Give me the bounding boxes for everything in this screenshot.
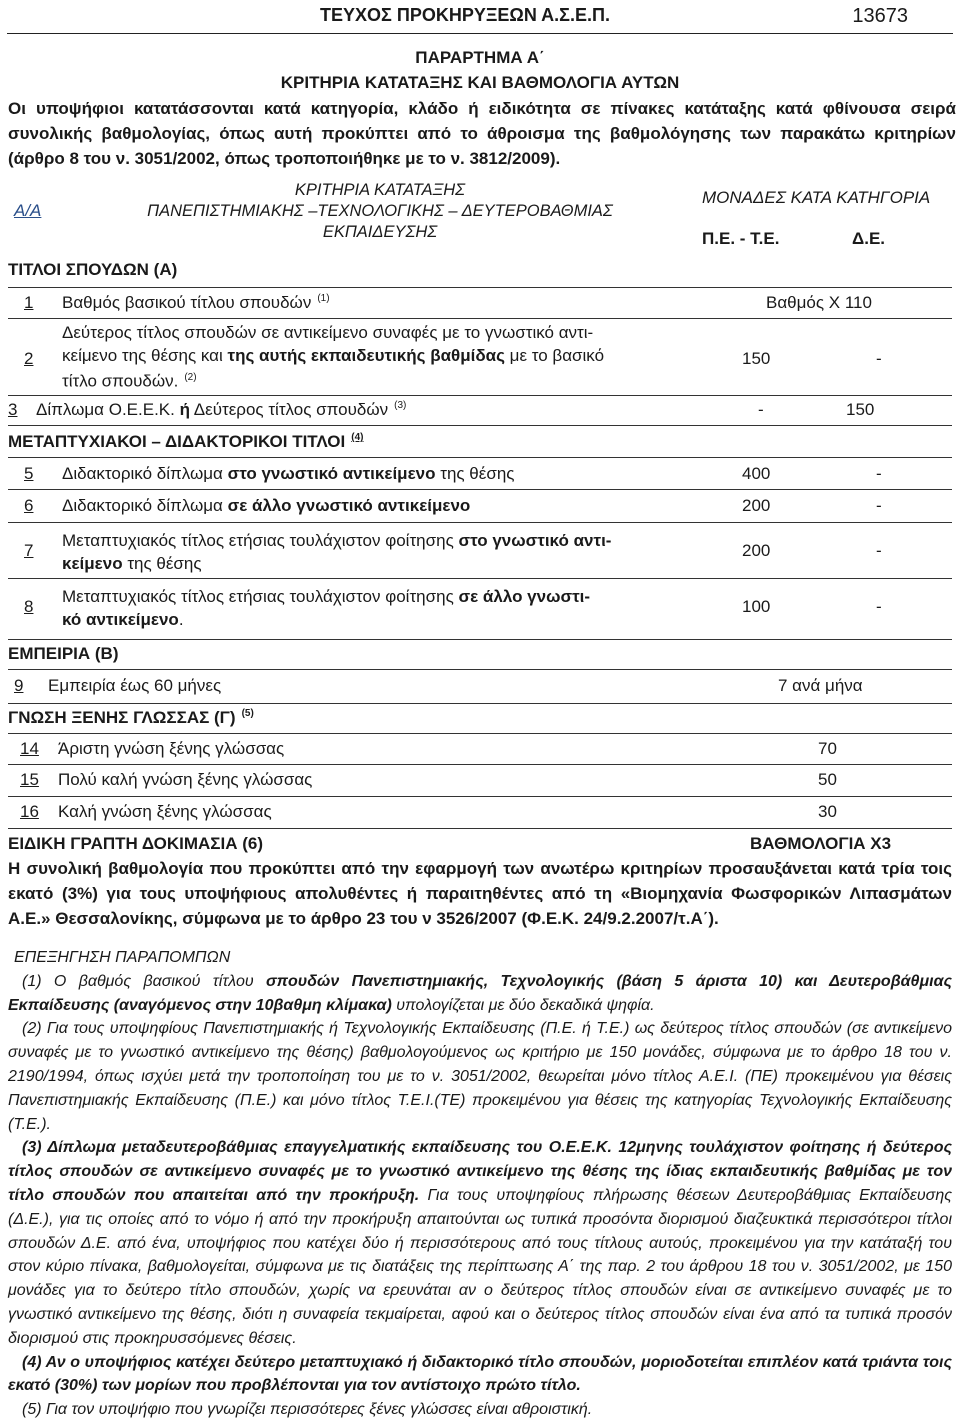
note-3-a: (3) Δίπλωμα μεταδευτεροβάθμιας επαγγελματικής εκπαίδευσης του Ο.Ε.Ε.Κ. 12μηνης τουλάχιστον φοίτησης ή δεύτερος τίτλος σπουδών σε αντικείμενο συναφές με το γνωστικό αντικείμενο της θέσης της ίδιας εκπαιδευτικής βαθμίδας με τον τίτλο σπουδών που απαιτείται από την προκήρυξη. (8, 1139, 952, 1204)
note-4: (4) Αν ο υποψήφιος κατέχει δεύτερο μεταπτυχιακό ή διδακτορικό τίτλο σπουδών, μοριοδοτείται επιπλέον κατά τριάντα τοις εκατό (30%) των μορίων που προβλέπονται για τον αντίστοιχο πρώτο τίτλο. (8, 1353, 952, 1395)
row-5-a: Διδακτορικό δίπλωμα (62, 464, 228, 483)
row-5-b: στο γνωστικό αντικείμενο (227, 464, 436, 483)
section-master-label: ΜΕΤΑΠΤΥΧΙΑΚΟΙ – ΔΙΔΑΚΤΟΡΙΚΟΙ ΤΙΤΛΟΙ (8, 432, 346, 451)
page-header (0, 3, 960, 29)
summary-paragraph: Η συνολική βαθμολογία που προκύπτει από την εφαρμογή των ανωτέρω κριτηρίων προσαυξάνεται κατά τρία τοις εκατό (3%) για τους υποψήφιους απολυθέντες ή παραιτηθέντες από τη «Βιομηχανία Φωσφορικών Λιπασμάτων Α.Ε.» Θεσσαλονίκης, σύμφωνα με το άρθρο 23 του ν 3526/2007 (Φ.Ε.Κ. 24/9.2.2007/τ.Α΄). (8, 859, 952, 928)
row-num-2: 2 (24, 349, 34, 368)
row-7-line2 (62, 552, 702, 575)
row-2-sup: (2) (184, 372, 197, 383)
section-language-sup: (5) (241, 708, 254, 720)
row-1-sup: (1) (317, 293, 330, 305)
row-3-desc (36, 400, 406, 420)
row-2-line1: Δεύτερος τίτλος σπουδών σε αντικείμενο συναφές με το γνωστικό αντι- (62, 323, 594, 342)
row-2-de: - (876, 349, 882, 368)
rule (8, 522, 952, 523)
annex-intro: Οι υποψήφιοι κατατάσσονται κατά κατηγορία, κλάδο ή ειδικότητα σε πίνακες κατάταξης κατά φθίνουσα σειρά συνολικής βαθμολογίας, όπως αυτή προκύπτει από το άθροισμα της βαθμολόγησης των παρακάτω κριτηρίων (άρθρο 8 του ν. 3051/2002, όπως τροποποιήθηκε με το ν. 3812/2009). (8, 99, 956, 168)
rule (8, 425, 952, 426)
rule (8, 318, 952, 319)
row-num-6: 6 (24, 496, 34, 515)
row-2-pe: 150 (742, 349, 771, 368)
row-7-l1b: στο γνωστικό αντι- (458, 531, 612, 550)
criteria-header-line1: ΚΡΙΤΗΡΙΑ ΚΑΤΑΤΑΞΗΣ (294, 181, 466, 199)
row-3-de: 150 (846, 400, 875, 419)
row-9-text: Εμπειρία έως 60 μήνες (48, 676, 222, 695)
row-2-l3: τίτλο σπουδών. (62, 371, 179, 391)
note-2: (2) Για τους υποψηφίους Πανεπιστημιακής ή Τεχνολογικής Εκπαίδευσης (Π.Ε. ή Τ.Ε.) ως δεύτερος τίτλος σπουδών (σε αντικείμενο συναφές με το γνωστικό αντικείμενο της θέσης) βαθμολογούμενος ως κριτήριο με 150 μονάδες, σύμφωνα με το άρθρο 18 του ν. 2190/1994, όπως ισχύει μετά την τροποποίηση του με το ν. 3051/2002, θεωρείται μόνο τίτλος Α.Ε.Ι. (ΠΕ) προκειμένου για θέσεις Πανεπιστημιακής Εκπαίδευσης (Π.Ε.) και μόνο τίτλος Τ.Ε.Ι.(ΤΕ) προκειμένου για θέσεις της κατηγορίας Τεχνολογικής Εκπαίδευσης (Τ.Ε.). (8, 1020, 952, 1133)
aa-header: Α/Α (14, 201, 42, 220)
row-1-desc (62, 293, 330, 313)
row-3-sup: (3) (394, 400, 407, 412)
row-1-text: Βαθμός βασικού τίτλου σπουδών (62, 293, 312, 312)
note-1 (8, 970, 952, 1018)
col-de: Δ.Ε. (852, 229, 886, 248)
rule (8, 457, 952, 458)
row-8-de: - (876, 597, 882, 616)
row-9-value: 7 ανά μήνα (778, 676, 863, 695)
rule (8, 733, 952, 734)
row-2-line2 (62, 345, 702, 368)
row-num-5: 5 (24, 464, 34, 483)
note-3-b: Για τους υποψηφίους πλήρωσης θέσεων Δευτεροβάθμιας Εκπαίδευσης (Δ.Ε.), για τις οποίες από το νόμο ή από την προκήρυξη απαιτούνται ως τυπικά προσόντα διορισμού διαζευκτικά περισσότεροι τίτλοι σπουδών Δ.Ε. από ένα, υποψήφιος που κατέχει δύο ή περισσότερους από τους τίτλους αυτούς, προκειμένου για την κατάταξή του στον κύριο πίνακα, βαθμολογείται, σύμφωνα με τις διατάξεις της περίπτωσης Α΄ της παρ. 2 του άρθρου 18 του ν. 3051/2002, με 150 μονάδες για το δεύτερο τίτλο σπουδών, χωρίς να ερευνάται αν ο δεύτερος τίτλος σπουδών είναι σε αντικείμενο συναφές με το γνωστικό αντικείμενο της θέσης, διότι η συναφεία τεκμαίρεται, αφού και ο δεύτερος τίτλος σπουδών είναι ένα από τα τυπικά προσόν διορισμού στις προκηρυσσόμενες θέσεις. (8, 1186, 952, 1347)
row-15-text: Πολύ καλή γνώση ξένης γλώσσας (58, 770, 313, 789)
row-2-line3 (62, 367, 702, 393)
row-6-a: Διδακτορικό δίπλωμα (62, 496, 228, 515)
rule (8, 796, 952, 797)
rule (8, 703, 952, 704)
annex-title: ΠΑΡΑΡΤΗΜΑ Α΄ (415, 48, 545, 67)
units-header: ΜΟΝΑΔΕΣ ΚΑΤΑ ΚΑΤΗΓΟΡΙΑ (702, 188, 931, 207)
rule (8, 395, 952, 396)
row-num-14: 14 (20, 739, 39, 758)
section-written-test-value: ΒΑΘΜΟΛΟΓΙΑ Χ3 (750, 834, 892, 853)
row-7-line1 (62, 529, 702, 552)
rule (8, 669, 952, 670)
note-5: (5) Για τον υποψήφιο που γνωρίζει περισσότερες ξένες γλώσσες είναι αθροιστική. (22, 1401, 593, 1419)
header-rule (7, 33, 953, 34)
row-2-desc (62, 322, 702, 393)
row-7-desc (62, 529, 702, 575)
row-8-l2: κό αντικείμενο (62, 610, 179, 629)
rule (8, 578, 952, 579)
row-3-a: Δίπλωμα Ο.Ε.Ε.Κ. (36, 400, 180, 419)
footnotes (8, 946, 952, 1422)
rule (8, 287, 952, 288)
row-14-value: 70 (818, 739, 837, 758)
row-14-text: Άριστη γνώση ξένης γλώσσας (58, 739, 285, 758)
row-6-pe: 200 (742, 496, 771, 515)
row-7-l1a: Μεταπτυχιακός τίτλος ετήσιας τουλάχιστον φοίτησης (62, 531, 459, 550)
criteria-header-line2: ΠΑΝΕΠΙΣΤΗΜΙΑΚΗΣ –ΤΕΧΝΟΛΟΓΙΚΗΣ – ΔΕΥΤΕΡΟΒΑΘΜΙΑΣ (147, 202, 613, 220)
page-number: 13673 (852, 5, 908, 27)
section-titles: ΤΙΤΛΟΙ ΣΠΟΥΔΩΝ (Α) (8, 260, 178, 279)
section-language-label: ΓΝΩΣΗ ΞΕΝΗΣ ΓΛΩΣΣΑΣ (Γ) (8, 708, 236, 727)
row-8-line1 (62, 585, 702, 608)
row-6-desc (62, 496, 470, 516)
row-num-15: 15 (20, 770, 39, 789)
row-num-8: 8 (24, 597, 34, 616)
row-8-line2 (62, 608, 702, 631)
row-16-text: Καλή γνώση ξένης γλώσσας (58, 802, 272, 821)
row-7-pe: 200 (742, 541, 771, 560)
section-language (8, 708, 254, 728)
criteria-header-line3: ΕΚΠΑΙΔΕΥΣΗΣ (322, 223, 438, 241)
row-8-desc (62, 585, 702, 631)
row-2-l2c: με το βασικό (504, 345, 605, 365)
section-experience: ΕΜΠΕΙΡΙΑ (Β) (8, 644, 119, 663)
col-pe-te: Π.Ε. - Τ.Ε. (702, 229, 780, 248)
row-3-c: Δεύτερος τίτλος σπουδών (189, 400, 389, 419)
row-6-b: σε άλλο γνωστικό αντικείμενο (227, 496, 471, 515)
row-3-b: ή (179, 400, 190, 419)
row-num-16: 16 (20, 802, 39, 821)
row-num-7: 7 (24, 541, 34, 560)
row-8-l2c: . (178, 610, 184, 629)
rule (8, 828, 952, 829)
row-7-l2b: της θέσης (122, 554, 202, 573)
row-2-l2b: της αυτής εκπαιδευτικής βαθμίδας (227, 345, 505, 365)
note-3 (8, 1136, 952, 1350)
section-master (8, 432, 364, 452)
row-7-l2a: κείμενο (62, 554, 123, 573)
note-1-a: (1) Ο βαθμός βασικού τίτλου (22, 972, 267, 990)
header-title: ΤΕΥΧΟΣ ΠΡΟΚΗΡΥΞΕΩΝ Α.Σ.Ε.Π. (320, 5, 610, 25)
row-num-3: 3 (8, 400, 18, 419)
note-1-b: σπουδών Πανεπιστημιακής, Τεχνολογικής (βάση 5 άριστα 10) και Δευτεροβάθμιας Εκπαίδευσης (αναγόμενος στην 10βαθμη κλίμακα) (8, 972, 953, 1014)
row-15-value: 50 (818, 770, 837, 789)
row-num-1: 1 (24, 293, 34, 312)
row-7-de: - (876, 541, 882, 560)
row-5-de: - (876, 464, 882, 483)
rule (8, 489, 952, 490)
row-8-l1a: Μεταπτυχιακός τίτλος ετήσιας τουλάχιστον φοίτησης (62, 587, 459, 606)
row-8-l1b: σε άλλο γνωστι- (458, 587, 591, 606)
rule (8, 764, 952, 765)
row-5-c: της θέσης (435, 464, 515, 483)
row-5-pe: 400 (742, 464, 771, 483)
row-5-desc (62, 464, 514, 484)
note-1-c: υπολογίζεται με δύο δεκαδικά ψηφία. (391, 996, 655, 1014)
annex-subtitle: ΚΡΙΤΗΡΙΑ ΚΑΤΑΤΑΞΗΣ ΚΑΙ ΒΑΘΜΟΛΟΓΙΑ ΑΥΤΩΝ (280, 73, 680, 92)
row-8-pe: 100 (742, 597, 771, 616)
row-3-pe: - (758, 400, 764, 419)
annex-heading (0, 45, 960, 95)
footnotes-heading: ΕΠΕΞΗΓΗΣΗ ΠΑΡΑΠΟΜΠΩΝ (14, 949, 231, 966)
row-1-value: Βαθμός Χ 110 (766, 293, 872, 312)
section-master-sup: (4) (351, 432, 364, 444)
row-6-de: - (876, 496, 882, 515)
section-written-test: ΕΙΔΙΚΗ ΓΡΑΠΤΗ ΔΟΚΙΜΑΣΙΑ (6) (8, 834, 264, 853)
rule (8, 639, 952, 640)
criteria-header (130, 180, 630, 243)
row-num-9: 9 (14, 676, 24, 695)
row-2-l2a: κείμενο της θέσης και (62, 345, 228, 365)
row-16-value: 30 (818, 802, 837, 821)
